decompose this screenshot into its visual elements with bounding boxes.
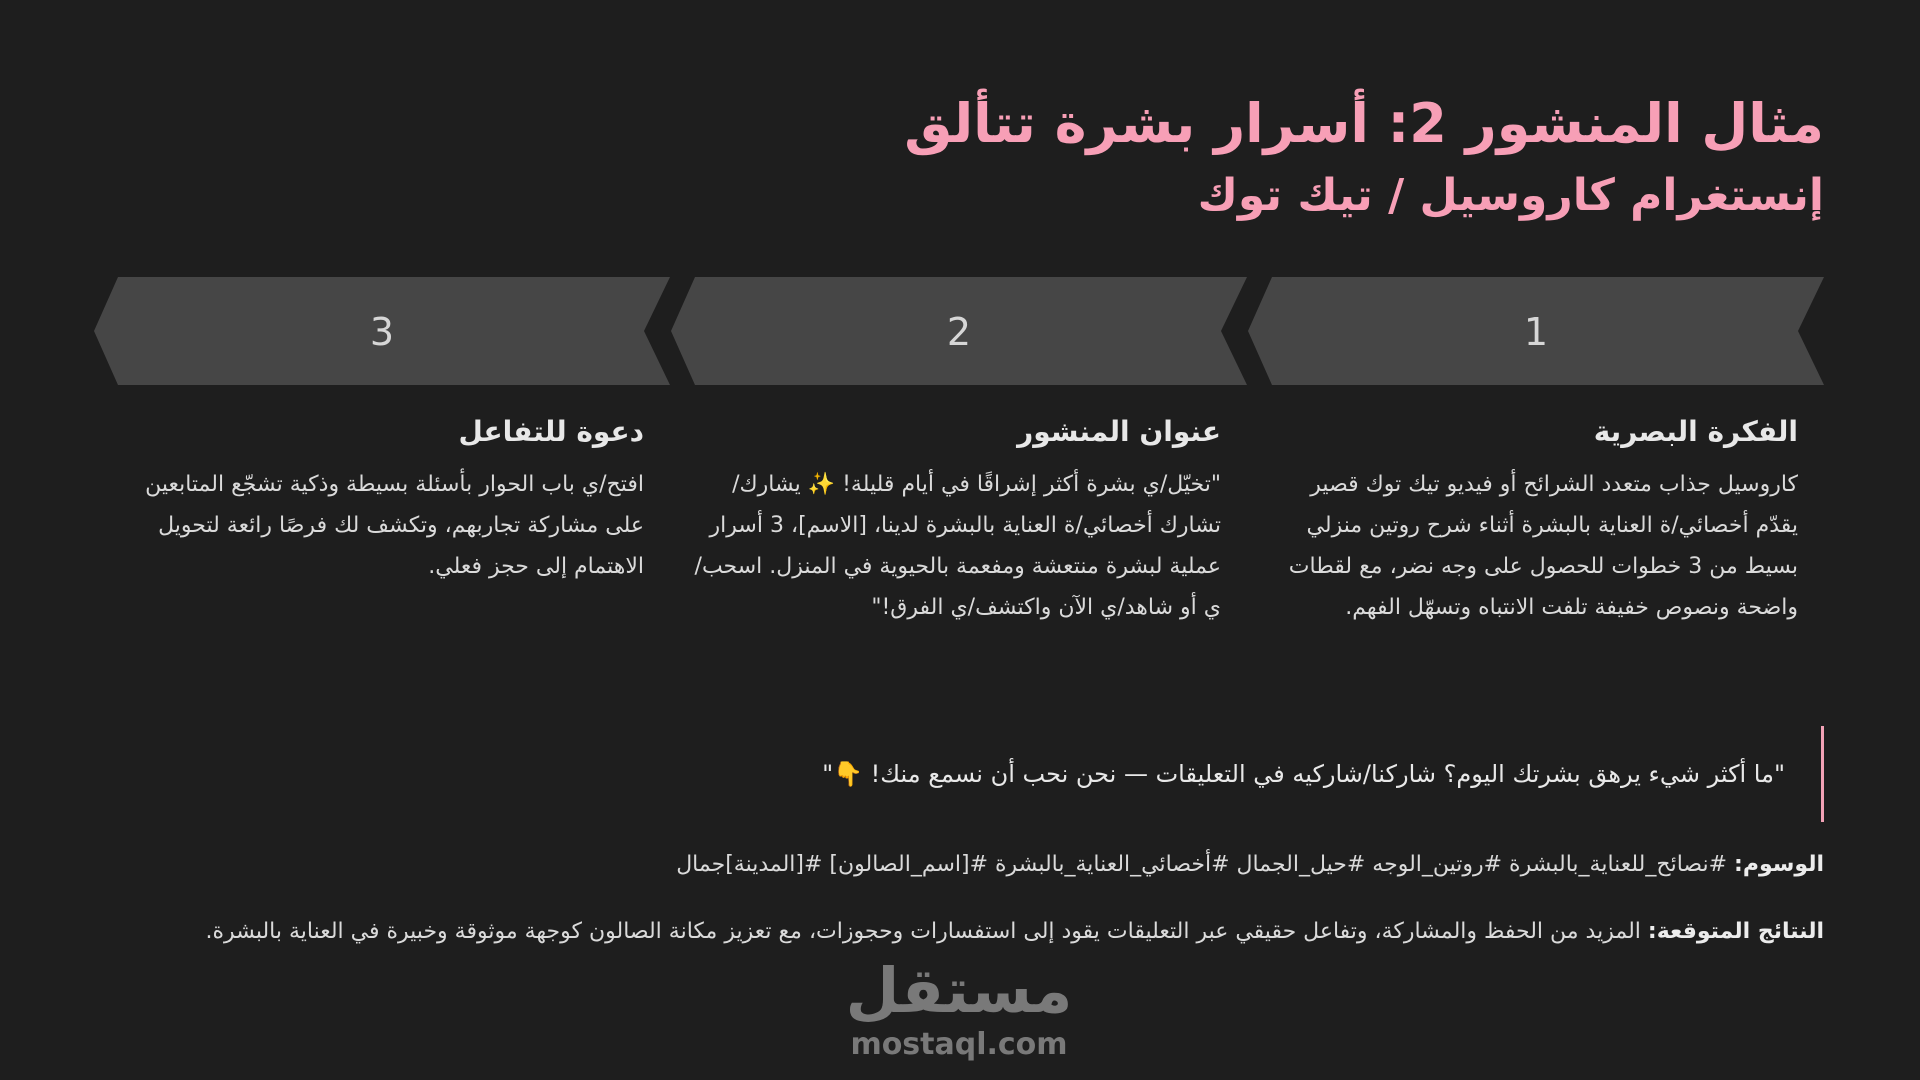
- step-3-heading: دعوة للتفاعل: [458, 415, 644, 448]
- quote-text: "ما أكثر شيء يرهق بشرتك اليوم؟ شاركنا/شاركيه في التعليقات — نحن نحب أن نسمع منك! 👇": [822, 760, 1785, 788]
- mostaql-watermark: [844, 955, 1074, 1063]
- title-block: [724, 88, 1824, 228]
- hashtags-value: #نصائح_للعناية_بالبشرة #روتين_الوجه #حيل_الجمال #أخصائي_العناية_بالبشرة #[اسم_الصالون] #[المدينة]جمال: [676, 852, 1728, 877]
- expected-results: [94, 913, 1824, 950]
- step-1-column: [1268, 410, 1798, 628]
- step-2-body: "تخيّل/ي بشرة أكثر إشراقًا في أيام قليلة! ✨ يشارك/تشارك أخصائي/ة العناية بالبشرة لدينا، [الاسم]، 3 أسرار عملية لبشرة منتعشة ومفعمة بالحيوية في المنزل. اسحب/ي أو شاهد/ي الآن واكتشف/ي الفرق!": [694, 472, 1221, 620]
- results-label: النتائج المتوقعة:: [1647, 919, 1824, 944]
- hashtags-line: [94, 845, 1824, 885]
- hashtags-label: الوسوم:: [1734, 852, 1824, 877]
- watermark-arabic: مستقل: [845, 954, 1073, 1027]
- page-subtitle: إنستغرام كاروسيل / تيك توك: [1197, 170, 1824, 221]
- results-value: المزيد من الحفظ والمشاركة، وتفاعل حقيقي عبر التعليقات يقود إلى استفسارات وحجوزات، مع تعزيز مكانة الصالون كوجهة موثوقة وخبيرة في العناية بالبشرة.: [205, 919, 1641, 944]
- step-3-column: [114, 410, 644, 587]
- step-3-body: افتح/ي باب الحوار بأسئلة بسيطة وذكية تشجّع المتابعين على مشاركة تجاربهم، وتكشف لك فرصًا رائعة لتحويل الاهتمام إلى حجز فعلي.: [145, 472, 644, 579]
- watermark-latin: mostaql.com: [850, 1027, 1068, 1062]
- chevron-number-2: 2: [946, 310, 972, 354]
- engagement-quote: [721, 726, 1824, 822]
- chevron-number-1: 1: [1523, 310, 1549, 354]
- step-1-body: كاروسيل جذاب متعدد الشرائح أو فيديو تيك توك قصير يقدّم أخصائي/ة العناية بالبشرة أثناء شرح روتين منزلي بسيط من 3 خطوات للحصول على وجه نضر، مع لقطات واضحة ونصوص خفيفة تلفت الانتباه وتسهّل الفهم.: [1288, 472, 1798, 620]
- process-chevrons: [94, 277, 1824, 385]
- chevron-number-3: 3: [369, 310, 395, 354]
- step-2-heading: عنوان المنشور: [1017, 415, 1221, 448]
- page-title: مثال المنشور 2: أسرار بشرة تتألق: [904, 92, 1824, 155]
- step-2-column: [691, 410, 1221, 628]
- step-1-heading: الفكرة البصرية: [1593, 415, 1798, 448]
